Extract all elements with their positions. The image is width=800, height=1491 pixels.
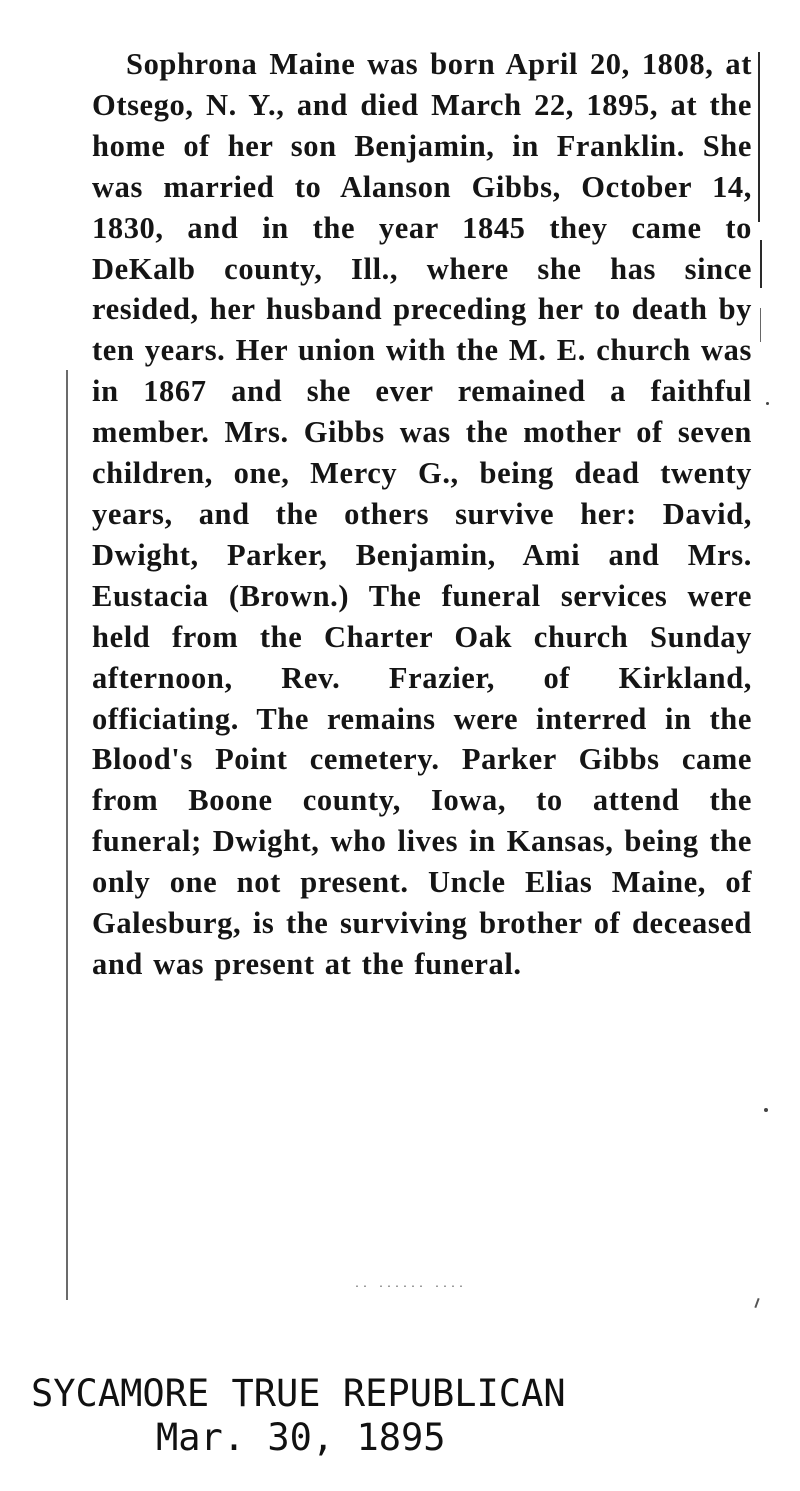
obituary-text: Sophrona Maine was born April 20, 1808, at Otsego, N. Y., and died March 22, 1895, at the home of her son Benjamin, in Franklin. She was married to Alanson Gibbs, October 14, 1830, and in the year 1845 they came to DeKalb county, Ill., where she has since resided, her husband preceding her to death by ten years. Her union with the M. E. church was in 1867 and she ever remained a faithful member. Mrs. Gibbs was the mother of seven children, one, Mercy G., being dead twenty years, and the others survive her: David, Dwight, Parker, Benjamin, Ami and Mrs. Eustacia (Brown.) The funeral services were held from the Charter Oak church Sunday afternoon, Rev. Frazier, of Kirkland, officiating. The remains were interred in the Blood's Point cemetery. Parker Gibbs came from Boone county, Iowa, to attend the funeral; Dwight, who lives in Kansas, being the only one not present. Uncle Elias Maine, of Galesburg, is the surviving brother of deceased and was present at the funeral. bbox=[92, 47, 752, 981]
column-rule-right-segment bbox=[760, 308, 761, 342]
print-speck bbox=[766, 402, 769, 405]
publication-name: SYCAMORE TRUE REPUBLICAN bbox=[31, 1372, 566, 1415]
print-speck bbox=[764, 1108, 768, 1112]
column-rule-right-fragment bbox=[754, 1298, 759, 1308]
column-end-marks: ·· ······ ···· bbox=[354, 1282, 467, 1293]
column-rule-right-segment bbox=[760, 240, 762, 288]
column-rule-right bbox=[758, 52, 760, 222]
column-rule-left bbox=[66, 370, 68, 1300]
newspaper-clipping bbox=[66, 30, 766, 1293]
publication-date: Mar. 30, 1895 bbox=[156, 1416, 446, 1459]
